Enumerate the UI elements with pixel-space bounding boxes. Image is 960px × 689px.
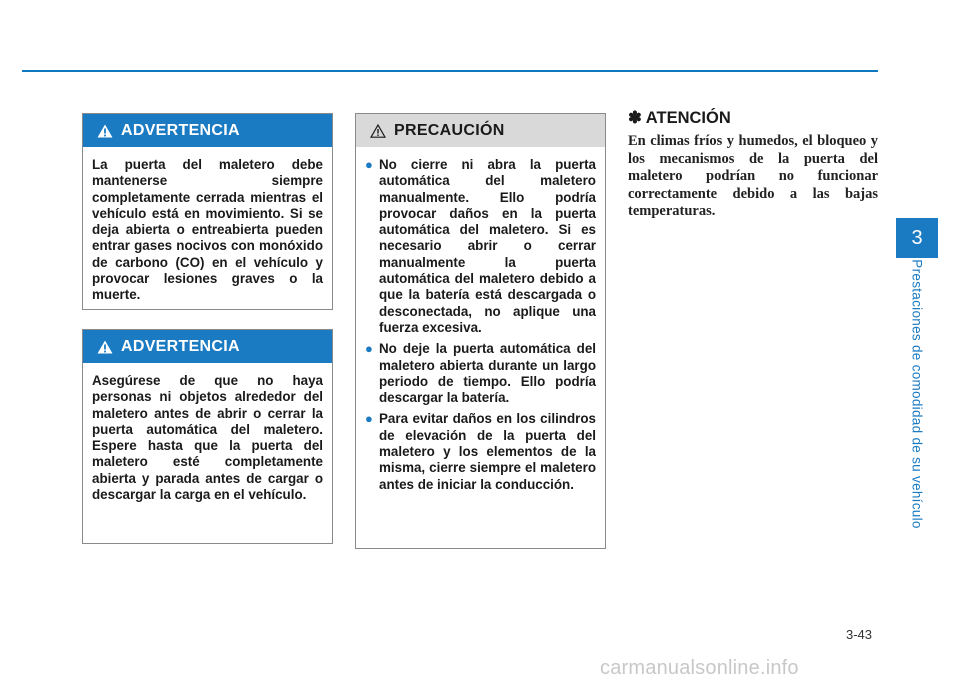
warning-text: Asegúrese de que no haya personas ni objetos alrededor del maletero antes de abrir o cerrar la puerta automática del maletero. Espere hasta que la puerta del maletero esté completamente abierta y parada antes de cargar o descargar la carga en el vehículo. [92,373,323,503]
warning-header [83,330,332,363]
warning-triangle-icon [97,340,113,354]
page-number: 3-43 [846,627,873,642]
caution-list [365,157,596,493]
attention-title: ✽ ATENCIÓN [628,109,731,127]
list-item [365,411,596,492]
chapter-title: Prestaciones de comodidad de su vehículo [909,259,925,529]
bullet-dot-icon: ● [365,157,373,172]
caution-header [356,114,605,147]
bullet-dot-icon: ● [365,341,373,357]
warning-box-check-surroundings [82,329,333,544]
header-rule [22,70,878,72]
caution-body [356,147,605,506]
bullet-dot-icon: ● [365,411,373,427]
warning-triangle-icon [97,124,113,138]
warning-title: ADVERTENCIA [121,337,240,355]
warning-title: ADVERTENCIA [121,121,240,139]
caution-box [355,113,606,549]
caution-item-text: No cierre ni abra la puerta automática del maletero manualmente. Ello podría provocar daños en la puerta automática del maletero. Si es necesario abrir o cerrar manualmente la puerta automática del maletero debido a que la batería está descargada o desconectada, no aplique una fuerza excesiva. [379,157,596,335]
list-item [365,157,596,336]
caution-item-text: Para evitar daños en los cilindros de elevación de la puerta del maletero y los elementos de la misma, cierre siempre el maletero antes de iniciar la conducción. [379,411,596,492]
caution-triangle-icon [370,124,386,138]
list-item [365,341,596,406]
watermark: carmanualsonline.info [600,657,799,679]
caution-title: PRECAUCIÓN [394,121,505,139]
warning-text: La puerta del maletero debe mantenerse siempre completamente cerrada mientras el vehículo está en movimiento. Si se deja abierta o entreabierta pueden entrar gases nocivos con monóxido de carbono (CO) en el vehículo y provocar lesiones graves o la muerte. [92,157,323,303]
warning-body [83,363,332,511]
warning-body [83,147,332,312]
warning-box-door-closed [82,113,333,310]
attention-note [628,108,878,221]
caution-item-text: No deje la puerta automática del maletero abierta durante un largo periodo de tiempo. Ello podría descargar la batería. [379,341,596,406]
warning-header [83,114,332,147]
chapter-tab: 3 [896,218,938,258]
attention-text: En climas fríos y humedos, el bloqueo y los mecanismos de la puerta del maletero podrían no funcionar correctamente debido a las bajas temperaturas. [628,133,878,219]
